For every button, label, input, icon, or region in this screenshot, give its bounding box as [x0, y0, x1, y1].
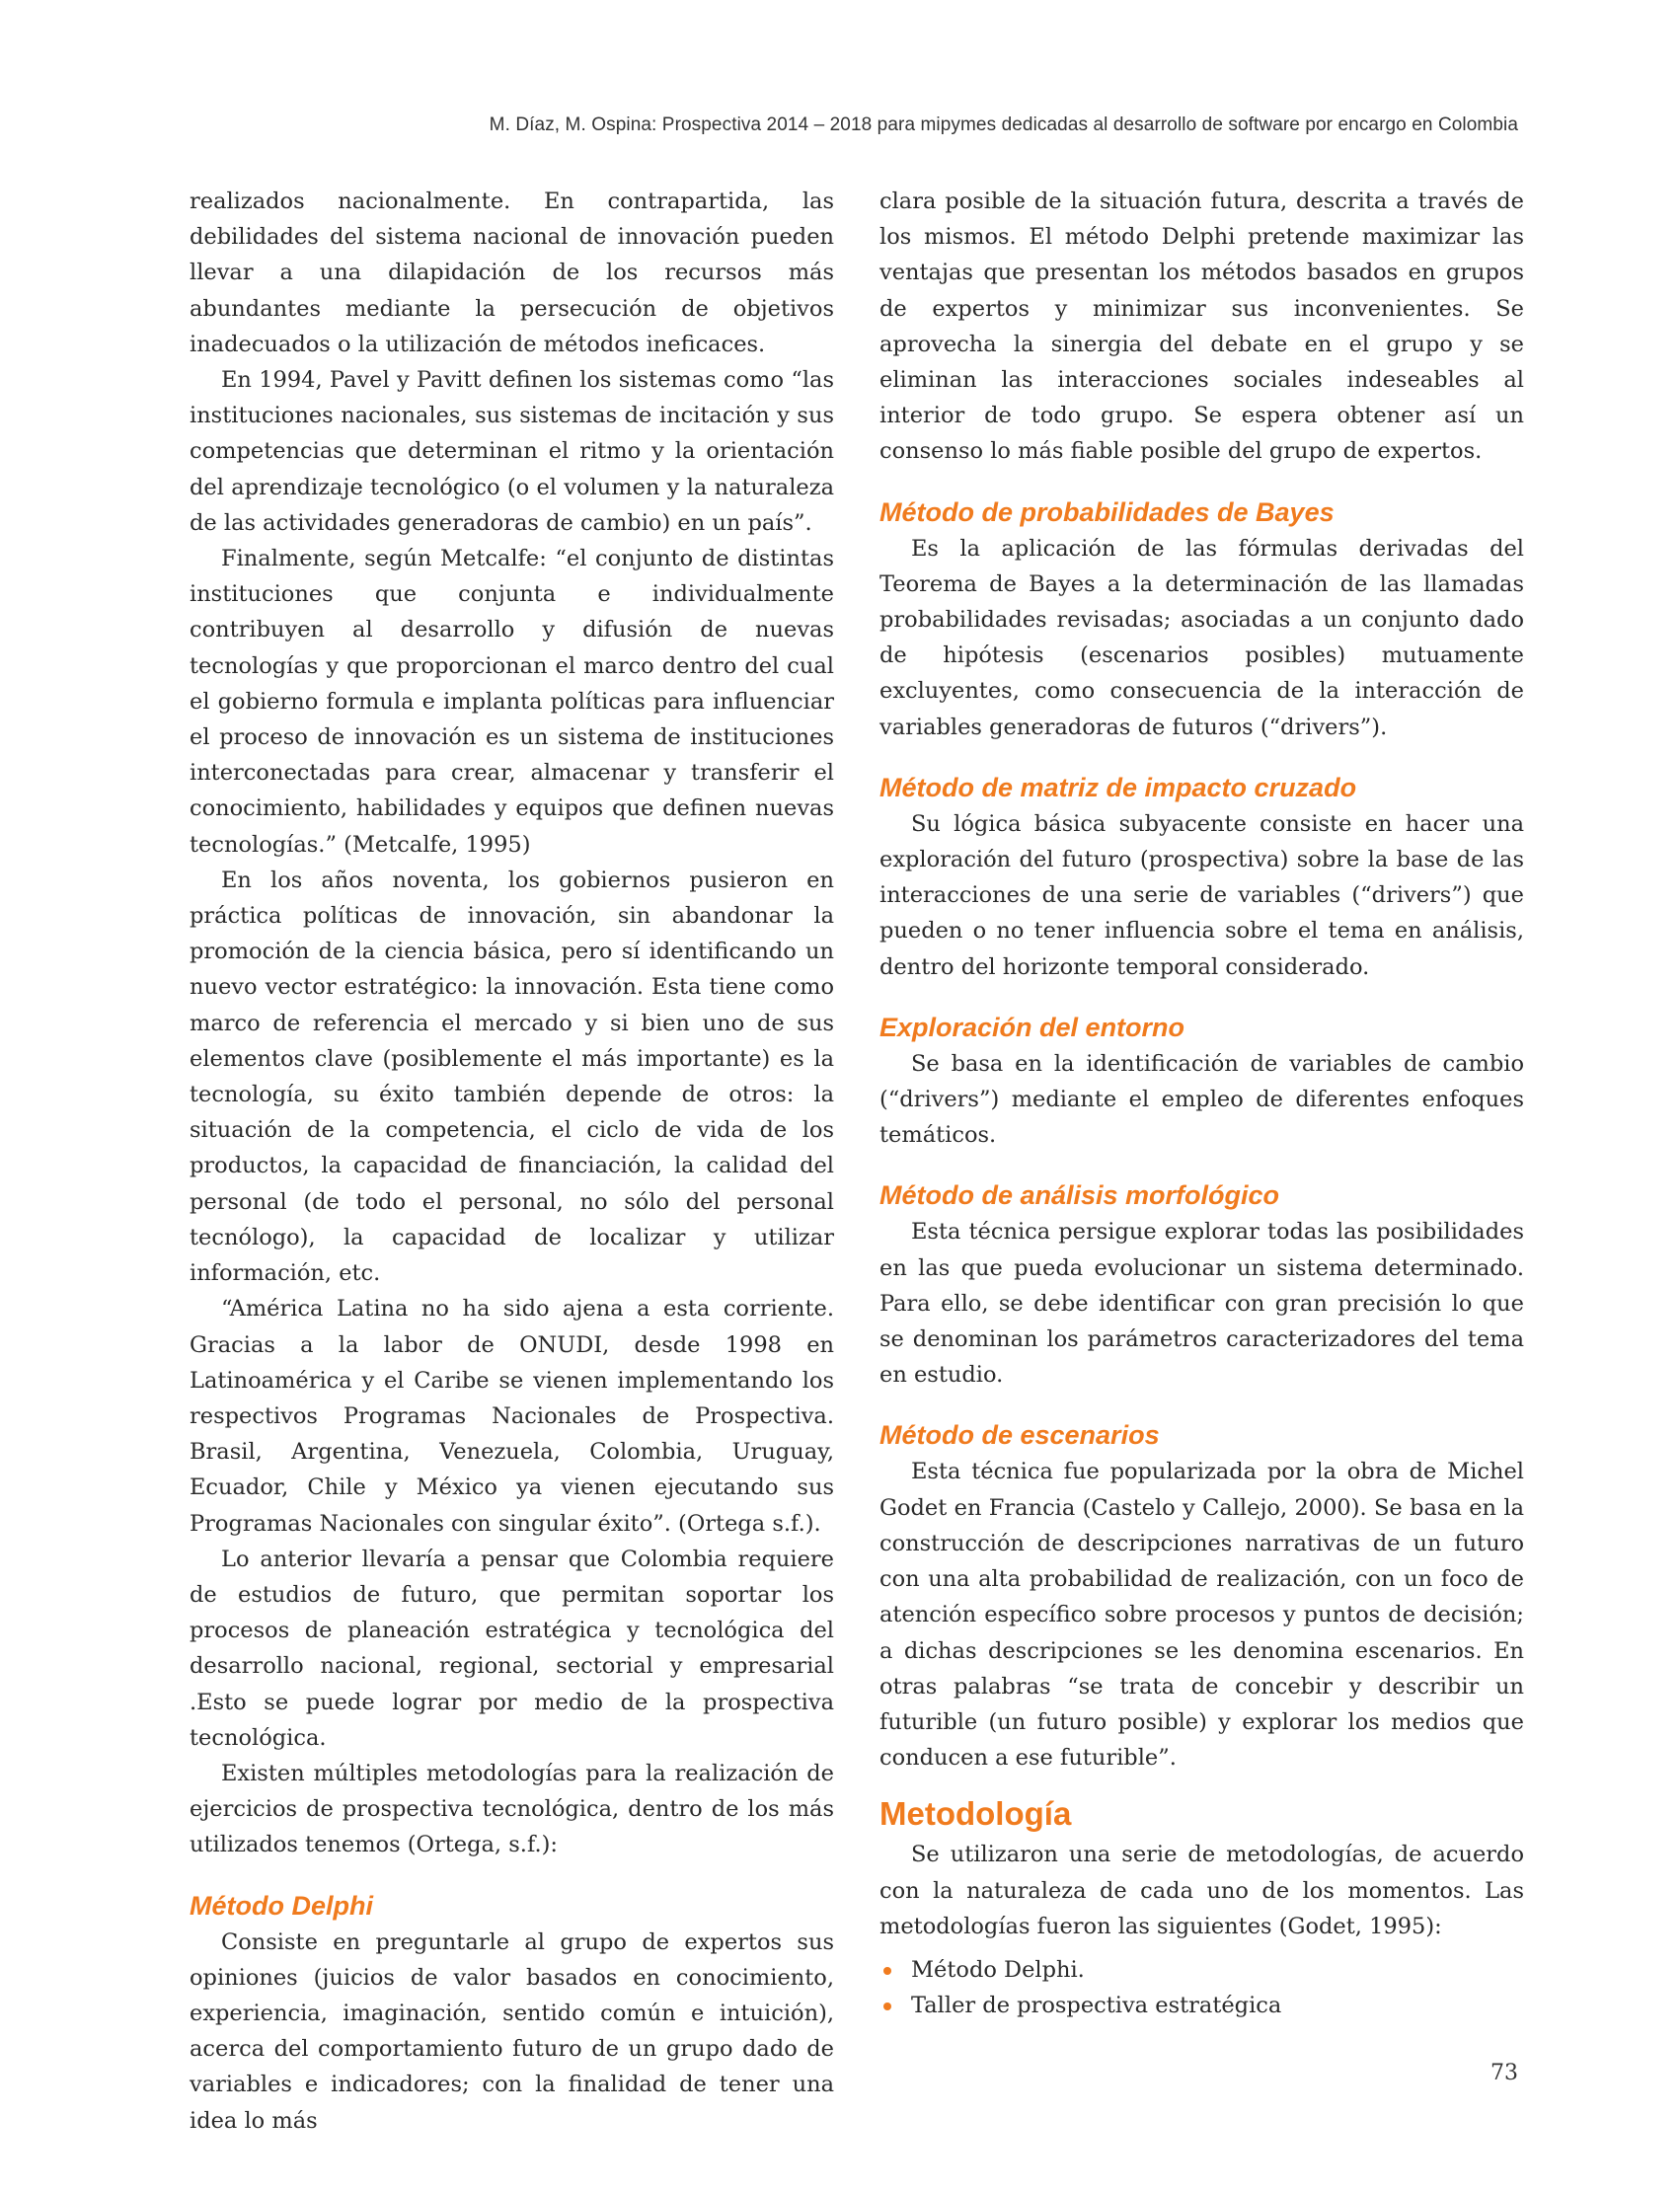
subheading-bayes: Método de probabilidades de Bayes: [879, 496, 1335, 527]
paragraph: Se utilizaron una serie de metodologías, de acuerdo con la naturaleza de cada uno de los momentos. Las metodologías fueron las siguientes (Godet, 1995):: [879, 1842, 1524, 1939]
paragraph: Finalmente, según Metcalfe: “el conjunto de distintas instituciones que conjunta e individualmente contribuyen al desarrollo y difusión de nuevas tecnologías y que proporcionan el marco dentro del cual el gobierno formula e implanta políticas para influenciar el proceso de innovación es un sistema de instituciones interconectadas para crear, almacenar y transferir el conocimiento, habilidades y equipos que definen nuevas tecnologías.” (Metcalfe, 1995): [190, 546, 834, 858]
list-item-text: Método Delphi.: [911, 1956, 1085, 1983]
subheading-morfologico: Método de análisis morfológico: [879, 1180, 1280, 1211]
list-item: [879, 1952, 1524, 1988]
paragraph: “América Latina no ha sido ajena a esta corriente. Gracias a la labor de ONUDI, desde 1998 en Latinoamérica y el Caribe se vienen implementando los respectivos Programas Nacionales de Prospectiva. Brasil, Argentina, Venezuela, Colombia, Uruguay, Ecuador, Chile y México ya vienen ejecutando sus Programas Nacionales con singular éxito”. (Ortega s.f.).: [190, 1296, 834, 1537]
bullet-list: [879, 1952, 1524, 2023]
paragraph: Esta técnica fue popularizada por la obra de Michel Godet en Francia (Castelo y Callejo, 2000). Se basa en la construcción de descripciones narrativas de un futuro con una alta probabilidad de realización, con un foco de atención específico sobre procesos y puntos de decisión; a dichas descripciones se les denomina escenarios. En otras palabras “se trata de concebir y describir un futurible (un futuro posible) y explorar los medios que conducen a ese futurible”.: [879, 1459, 1524, 1772]
subheading-delphi: Método Delphi: [190, 1890, 373, 1921]
bullet-icon: [883, 1967, 891, 1975]
paragraph: Consiste en preguntarle al grupo de expertos sus opiniones (juicios de valor basados en conocimiento, experiencia, imaginación, sentido común e intuición), acerca del comportamiento futuro de un grupo dado de variables e indicadores; con la finalidad de tener una idea lo más: [190, 1928, 834, 2134]
paragraph: realizados nacionalmente. En contrapartida, las debilidades del sistema nacional de innovación pueden llevar a una dilapidación de los recursos más abundantes mediante la persecución de objetivos inadecuados o la utilización de métodos ineficaces.: [190, 189, 834, 357]
bullet-icon: [883, 2002, 891, 2010]
paragraph: Se basa en la identificación de variables de cambio (“drivers”) mediante el empleo de diferentes enfoques temáticos.: [879, 1050, 1524, 1149]
page-number: 73: [1490, 2061, 1518, 2085]
paragraph: Existen múltiples metodologías para la realización de ejercicios de prospectiva tecnológica, dentro de los más utilizados tenemos (Ortega, s.f.):: [190, 1760, 834, 1858]
subheading-escenarios: Método de escenarios: [879, 1420, 1160, 1451]
subheading-matriz: Método de matriz de impacto cruzado: [879, 772, 1357, 802]
paragraph: En 1994, Pavel y Pavitt definen los sistemas como “las instituciones nacionales, sus sistemas de incitación y sus competencias que determinan el ritmo y la orientación del aprendizaje tecnológico (o el volumen y la naturaleza de las actividades generadoras de cambio) en un país”.: [190, 367, 834, 536]
subheading-entorno: Exploración del entorno: [879, 1012, 1185, 1042]
running-header: M. Díaz, M. Ospina: Prospectiva 2014 – 2018 para mipymes dedicadas al desarrollo de software por encargo en Colombia: [489, 114, 1518, 135]
paragraph: Su lógica básica subyacente consiste en hacer una exploración del futuro (prospectiva) sobre la base de las interacciones de una serie de variables (“drivers”) que pueden o no tener influencia sobre el tema en análisis, dentro del horizonte temporal considerado.: [879, 810, 1524, 980]
paragraph: Lo anterior llevaría a pensar que Colombia requiere de estudios de futuro, que permitan soportar los procesos de planeación estratégica y tecnológica del desarrollo nacional, regional, sectorial y empresarial .Esto se puede lograr por medio de la prospectiva tecnológica.: [190, 1546, 834, 1751]
right-column: [879, 184, 1524, 2023]
section-heading-metodologia: Metodología: [879, 1795, 1072, 1833]
paragraph: Esta técnica persigue explorar todas las posibilidades en las que pueda evolucionar un sistema determinado. Para ello, se debe identificar con gran precisión lo que se denominan los parámetros caracterizadores del tema en estudio.: [879, 1219, 1524, 1389]
paragraph: Es la aplicación de las fórmulas derivadas del Teorema de Bayes a la determinación de las llamadas probabilidades revisadas; asociadas a un conjunto dado de hipótesis (escenarios posibles) mutuamente excluyentes, como consecuencia de la interacción de variables generadoras de futuros (“drivers”).: [879, 535, 1524, 740]
list-item-text: Taller de prospectiva estratégica: [911, 1993, 1282, 2019]
left-column: [190, 184, 834, 2139]
paragraph: En los años noventa, los gobiernos pusieron en práctica políticas de innovación, sin abandonar la promoción de la ciencia básica, pero sí identificando un nuevo vector estratégico: la innovación. Esta tiene como marco de referencia el mercado y si bien uno de sus elementos clave (posiblemente el más importante) es la tecnología, su éxito también depende de otros: la situación de la competencia, el ciclo de vida de los productos, la capacidad de financiación, la calidad del personal (de todo el personal, no sólo del personal tecnólogo), la capacidad de localizar y utilizar información, etc.: [190, 867, 834, 1287]
paragraph: clara posible de la situación futura, descrita a través de los mismos. El método Delphi pretende maximizar las ventajas que presentan los métodos basados en grupos de expertos y minimizar sus inconvenientes. Se aprovecha la sinergia del debate en el grupo y se eliminan las interacciones sociales indeseables al interior de todo grupo. Se espera obtener así un consenso lo más fiable posible del grupo de expertos.: [879, 189, 1524, 465]
list-item: [879, 1988, 1524, 2023]
